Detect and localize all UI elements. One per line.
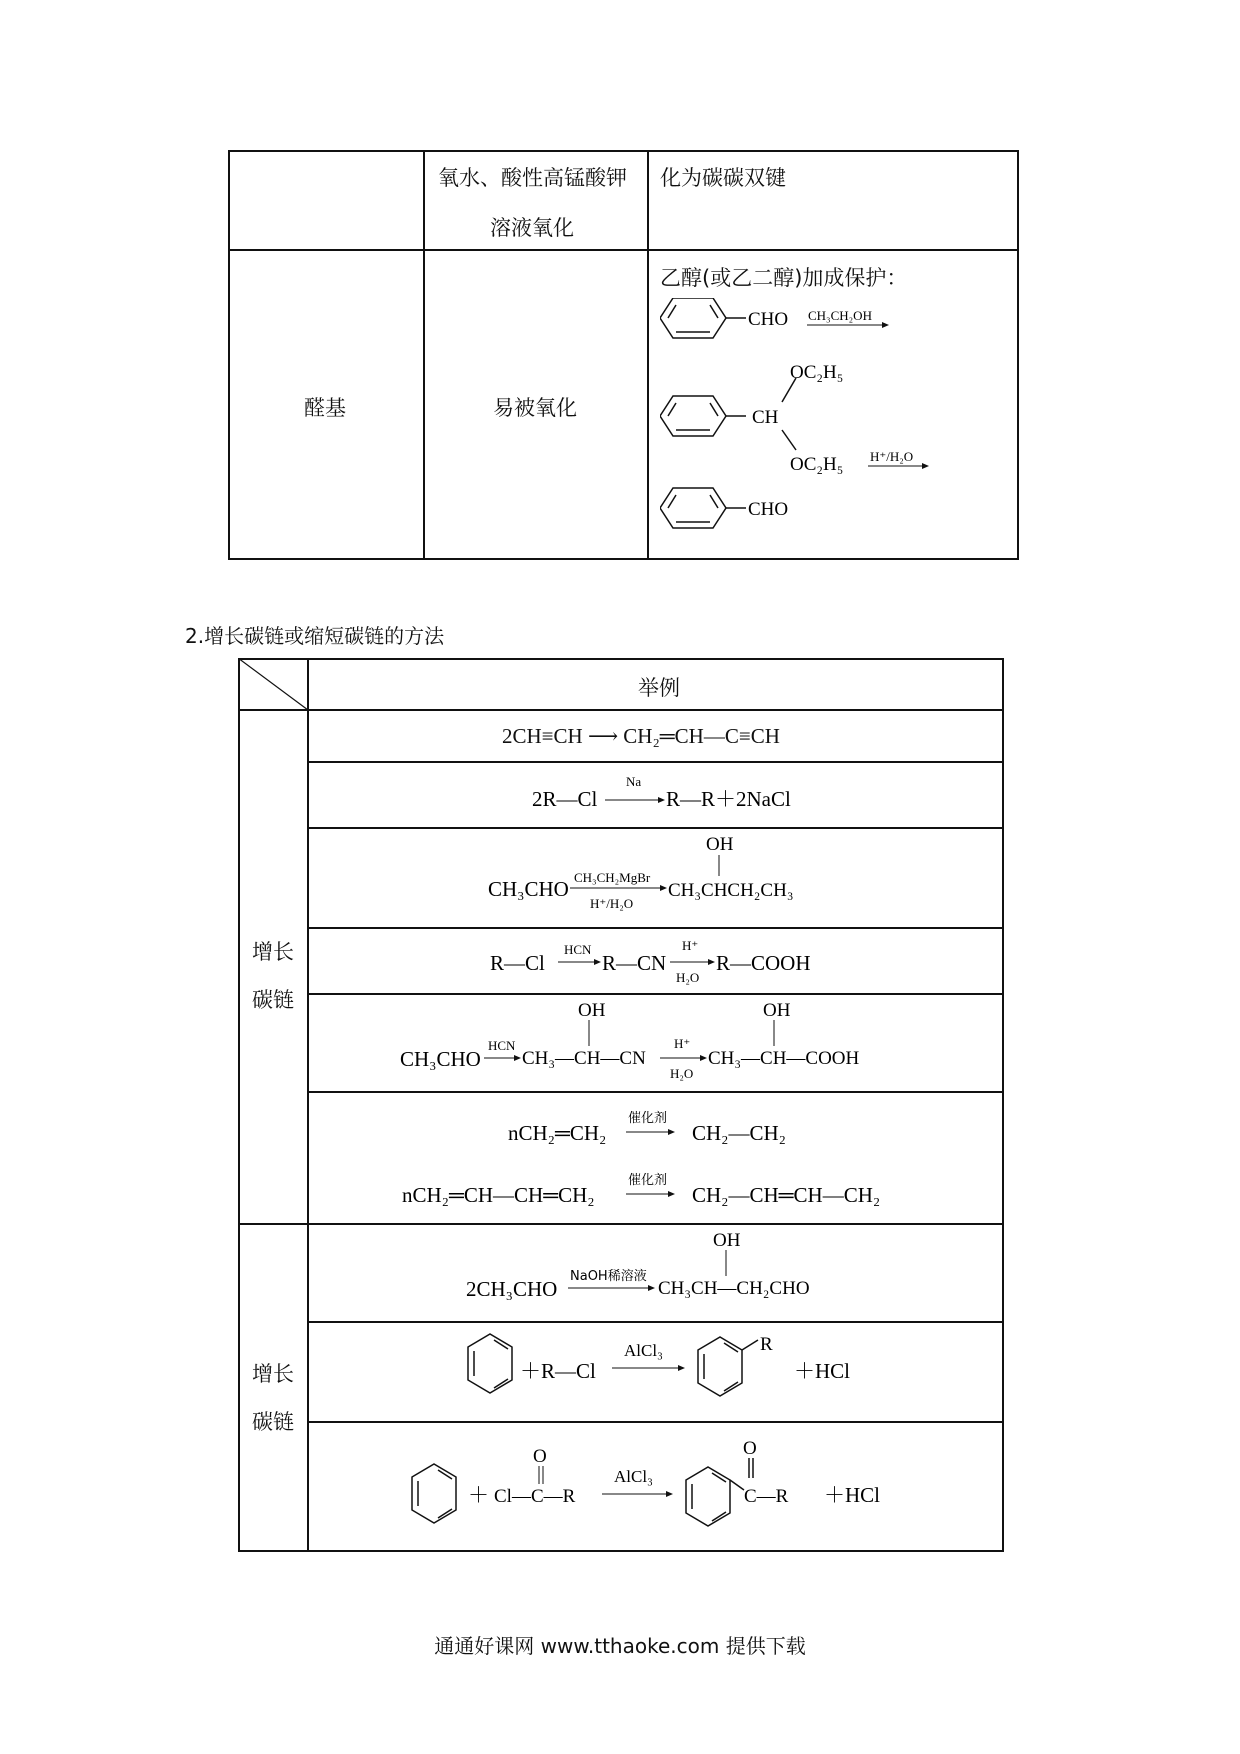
cho-label-2: CHO [748,499,789,520]
ch-label: CH [752,407,779,428]
table2-header: 举例 [638,676,680,700]
fc1-reagent: ＋R—Cl [520,1359,596,1383]
eq-aldol [308,1224,1004,1322]
aldol-cond: NaOH稀溶液 [570,1269,647,1284]
oxidant-line1: 氧水、酸性高锰酸钾 [438,166,627,190]
poly2-right: CH₂—CH═CH—CH₂ [692,1183,881,1207]
poly1-cond: 催化剂 [628,1111,668,1126]
carbon-chain-table [238,658,1004,1552]
benzene-ring-icon-4 [468,1334,512,1393]
protection-scheme [660,298,1010,548]
eq-fc-alkylation [308,1322,1004,1422]
benzene-ring-icon-5 [698,1337,758,1396]
double-bond-text: 化为碳碳双键 [660,166,786,190]
benzene-ring-icon [660,298,746,338]
cho-label: CHO [748,309,789,330]
poly1-left: nCH₂═CH₂ [508,1121,607,1145]
group2-label-2: 碳链 [252,1410,294,1434]
nitrile-c2-bottom: H₂O [676,970,700,985]
eq-grignard [308,828,1004,928]
fc2-o: O [533,1446,547,1467]
cyanohydrin-oh2: OH [763,1000,791,1021]
cyanohydrin-b: CH₃—CH—CN [522,1048,646,1069]
reagent-ethanol: CH₃CH₂OH [808,308,872,323]
fc2-plus: ＋ [468,1483,489,1507]
grignard-right: CH₃CHCH₂CH₃ [668,880,794,901]
eq-nitrile [308,928,1004,994]
fc2-c-r: C—R [744,1486,789,1507]
benzene-ring-icon-3 [660,488,746,528]
nitrile-a: R—Cl [490,951,545,975]
eq-cyanohydrin [308,994,1004,1092]
fc1-tail: ＋HCl [794,1359,851,1383]
oxidant-line2: 溶液氧化 [490,216,574,240]
group1-label-2: 碳链 [252,988,294,1012]
grignard-cond-bottom: H⁺/H₂O [590,896,634,911]
aldehyde-label: 醛基 [304,396,346,420]
nitrile-c: R—COOH [716,951,811,975]
fc1-r: R [760,1334,773,1355]
benzene-ring-icon-6 [412,1464,456,1523]
group2-label-1: 增长 [252,1362,294,1386]
fc1-cond: AlCl₃ [624,1341,663,1360]
group1-label-1: 增长 [252,940,294,964]
fc2-o2: O [743,1438,757,1459]
cyanohydrin-c: CH₃—CH—COOH [708,1048,860,1069]
poly2-left: nCH₂═CH—CH═CH₂ [402,1183,595,1207]
page-footer: 通通好课网 www.tthaoke.com 提供下载 [434,1634,806,1658]
aldol-oh: OH [713,1230,741,1251]
cyanohydrin-a: CH₃CHO [400,1047,481,1071]
benzene-ring-icon-7 [686,1458,753,1526]
poly2-cond: 催化剂 [628,1173,668,1188]
poly1-right: CH₂—CH₂ [692,1121,786,1145]
eq-fc-acylation [308,1422,1004,1552]
eq-wurtz [308,762,1004,828]
eq-polymerization [308,1092,1004,1224]
oc2h5-bottom: OC₂H₅ [790,454,844,475]
fc2-tail: ＋HCl [824,1483,881,1507]
nitrile-c1: HCN [564,942,592,957]
nitrile-c2-top: H⁺ [682,938,699,953]
aldol-right: CH₃CH—CH₂CHO [658,1278,810,1299]
nitrile-b: R—CN [602,951,667,975]
easily-oxidized: 易被氧化 [493,396,577,420]
aldol-left: 2CH₃CHO [466,1277,558,1301]
wurtz-cond: Na [626,774,642,789]
grignard-oh: OH [706,834,734,855]
eq-acetylene-dimer: 2CH≡CH ⟶ CH₂═CH—C≡CH [502,724,780,748]
wurtz-left: 2R—Cl [532,787,598,811]
cyanohydrin-c2-top: H⁺ [674,1036,691,1051]
section-heading: 2.增长碳链或缩短碳链的方法 [185,624,445,648]
protection-table [228,150,1019,560]
grignard-left: CH₃CHO [488,877,569,901]
cyanohydrin-oh1: OH [578,1000,606,1021]
cyanohydrin-c2-bottom: H₂O [670,1066,694,1081]
reagent-acid: H⁺/H₂O [870,449,914,464]
fc2-cond: AlCl₃ [614,1467,653,1486]
protection-title: 乙醇(或乙二醇)加成保护： [660,266,908,290]
cyanohydrin-c1: HCN [488,1038,516,1053]
wurtz-right: R—R＋2NaCl [666,787,791,811]
grignard-cond-top: CH₃CH₂MgBr [574,870,651,885]
oc2h5-top: OC₂H₅ [790,362,844,383]
fc2-acyl: Cl—C—R [494,1486,576,1507]
